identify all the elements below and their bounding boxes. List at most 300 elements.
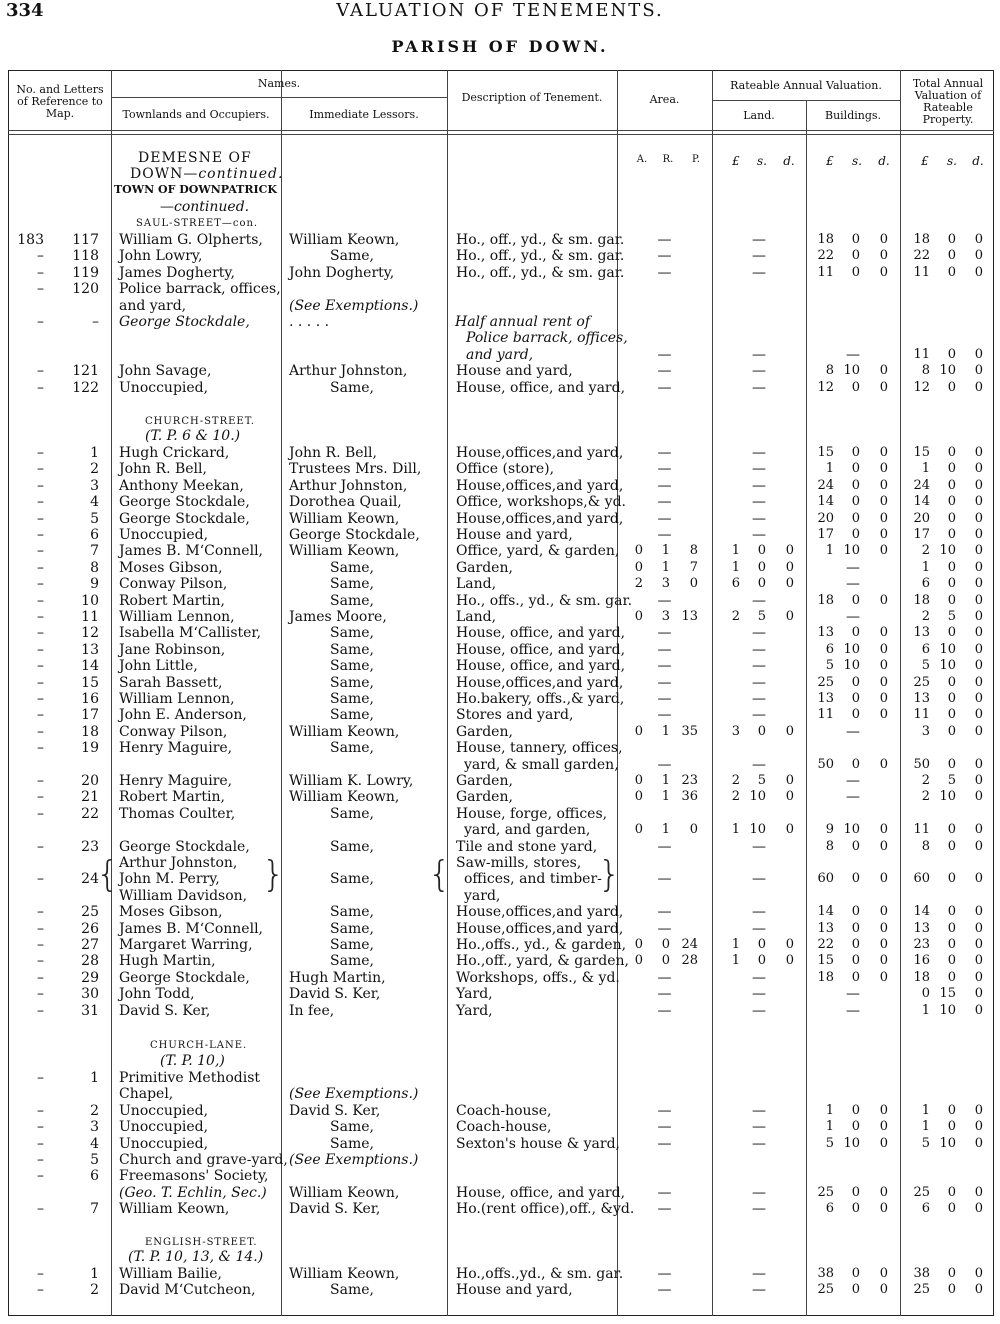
left-brace: { [428,854,451,895]
ref-number: – [37,789,44,806]
description: yard, [464,887,501,904]
area-value: 1 [661,559,670,575]
buildings-value: 0 [851,920,860,936]
total-value: 6 [921,1201,930,1217]
buildings-value: 0 [879,920,888,936]
total-value: 2 [921,609,930,624]
land-value: 0 [757,559,766,575]
header-land: Land. [743,109,775,122]
ref-letter: 31 [81,1002,99,1019]
area-value: 0 [634,773,643,788]
header-townlands: Townlands and Occupiers. [122,108,270,121]
area-value-dash: — [657,1266,672,1282]
ref-number: – [37,1168,44,1185]
total-value: 0 [974,789,983,805]
description: yard, and garden, [464,822,591,839]
occupier: Jane Robinson, [119,641,226,658]
ref-number: – [37,740,44,757]
area-value: 0 [634,937,643,952]
ref-number: – [37,986,44,1003]
buildings-value: 50 [817,756,834,772]
table-row [8,248,994,264]
occupier: Conway Pilson, [119,723,228,740]
total-value: 11 [913,264,930,280]
buildings-value: 8 [825,363,834,379]
description: Office, workshops,& yd. [456,494,626,511]
demesne-heading: DEMESNE OF [138,150,252,166]
table-row [8,773,994,789]
land-value: 5 [757,773,766,788]
area-value-dash: — [657,363,672,380]
total-value: 0 [974,494,983,510]
buildings-value: 18 [817,232,834,247]
buildings-value: 0 [879,510,888,526]
land-value: 0 [785,723,794,739]
total-value: 10 [939,1135,956,1151]
buildings-value: 0 [851,510,860,526]
total-value: 0 [947,707,956,723]
total-value: 0 [947,232,956,247]
land-value-dash: — [752,1282,766,1299]
total-value: 23 [913,937,930,952]
buildings-value: 0 [879,592,888,608]
land-value: 0 [785,773,794,788]
header-buildings: Buildings. [824,109,882,122]
buildings-value: 0 [851,904,860,920]
area-value: 0 [634,822,643,838]
land-value: 1 [731,543,740,559]
land-value-dash: — [752,625,766,642]
occupier: George Stockdale, [119,494,250,511]
ref-number: – [37,445,44,461]
unit-pounds: £ [732,154,740,168]
ref-letter: 11 [81,609,99,625]
table-row [8,314,994,330]
total-value: 8 [921,838,930,854]
ref-letter: 27 [81,937,99,953]
total-value: 50 [913,756,930,772]
unit-pence: d. [972,154,984,168]
land-value-dash: — [752,969,766,986]
buildings-value: 15 [817,953,834,969]
buildings-value: 10 [843,658,860,674]
lessor: Arthur Johnston, [289,363,408,380]
total-value: 0 [974,969,983,985]
occupier: George Stockdale, [119,314,250,330]
ref-number: – [37,1002,44,1019]
table-row [8,478,994,494]
ref-letter: 9 [90,576,99,593]
total-value: 25 [913,674,930,690]
table-row [8,347,994,363]
table-row [8,1103,994,1119]
total-value: 0 [974,264,983,280]
buildings-value-dash: — [846,1002,860,1019]
buildings-value: 10 [843,822,860,838]
table-row [8,675,994,691]
area-value: 1 [661,543,670,559]
area-value: 35 [681,723,698,739]
land-value-dash: — [752,674,766,691]
buildings-value: 0 [879,1119,888,1135]
land-value: 0 [785,543,794,559]
land-value: 0 [785,789,794,805]
lessor: Dorothea Quail, [289,494,402,511]
ref-number: – [37,363,44,380]
land-value: 1 [731,953,740,969]
land-value-dash: — [752,986,766,1003]
header-rule [8,130,994,131]
ref-number: – [37,625,44,642]
total-value: 0 [974,379,983,395]
occupier: Henry Maguire, [119,740,233,757]
land-value-dash: — [752,248,766,265]
description: Land, [456,576,497,593]
unit-pounds: £ [921,154,929,168]
total-value: 25 [913,1282,930,1298]
ref-number: – [37,1070,44,1086]
land-value-dash: — [752,1102,766,1119]
lessor: Arthur Johnston, [289,477,408,494]
ref-letter: 117 [72,232,99,248]
table-row [8,904,994,920]
total-value: 0 [974,641,983,657]
area-value-dash: — [657,838,672,855]
occupier: John Todd, [119,986,195,1003]
description: and yard, [466,346,534,363]
ref-number: – [37,920,44,937]
total-value: 0 [974,674,983,690]
buildings-value: 10 [843,1135,860,1151]
area-value-dash: — [657,756,672,773]
header-ref: No. and Letters of Reference to Map. [16,83,104,120]
area-value: 7 [689,559,698,575]
total-value: 3 [921,723,930,739]
total-value: 0 [974,773,983,788]
buildings-value: 0 [879,674,888,690]
land-value-dash: — [752,1119,766,1136]
ref-letter: 2 [90,461,99,478]
occupier: John Savage, [119,363,212,380]
occupier: William Keown, [119,1201,230,1218]
total-value: 10 [939,363,956,379]
buildings-value: 0 [851,248,860,264]
table-row [8,691,994,707]
area-value-dash: — [657,461,672,478]
table-row [8,1266,994,1282]
land-value-dash: — [752,920,766,937]
total-value: 22 [913,248,930,264]
unit-acres: A. [636,154,648,165]
buildings-value: 0 [879,756,888,772]
land-value-dash: — [752,1184,766,1201]
land-value-dash: — [752,1266,766,1282]
buildings-value-dash: — [846,723,860,740]
table-row [8,970,994,986]
description: Ho.(rent office),off., &yd. [456,1201,635,1218]
land-value-dash: — [752,592,766,609]
unit-pence: d. [878,154,890,168]
ref-number: – [37,953,44,970]
buildings-value-dash: — [846,789,860,806]
area-value-dash: — [657,1002,672,1019]
description: Yard, [456,1002,493,1019]
description: House, office, and yard, [456,625,626,642]
ref-number: – [37,871,44,888]
land-value-dash: — [752,232,766,248]
lessor: William Keown, [289,789,400,806]
buildings-value: 0 [851,969,860,985]
total-value: 0 [974,904,983,920]
total-value: 13 [913,625,930,641]
description: House,offices,and yard, [456,904,624,921]
lessor: Same, [330,904,374,921]
total-value: 0 [974,1201,983,1217]
total-value: 0 [947,379,956,395]
buildings-value: 10 [843,543,860,559]
buildings-value: 10 [843,363,860,379]
lessor: Same, [330,1135,374,1152]
occupier: George Stockdale, [119,969,250,986]
total-value: 0 [974,691,983,706]
total-value: 38 [913,1266,930,1281]
table-row [8,1119,994,1135]
total-value: 0 [974,576,983,592]
unit-shillings: s. [852,154,862,168]
occupier: Conway Pilson, [119,576,228,593]
table-row [8,461,994,477]
ref-letter: 3 [90,477,99,494]
table-row [8,1003,994,1019]
street-heading: CHURCH-LANE. [150,1040,248,1051]
ref-letter: 20 [81,773,99,789]
header-total: Total Annual Valuation of Rateable Property. [912,77,984,126]
buildings-value: 0 [879,1135,888,1151]
table-row [8,855,994,871]
total-value: 0 [947,674,956,690]
buildings-value: 0 [879,543,888,559]
land-value: 3 [731,723,740,739]
total-value: 1 [921,461,930,477]
ref-number: – [37,461,44,478]
buildings-value-dash: — [846,346,860,363]
description: House and yard, [456,1282,573,1299]
land-value: 0 [757,723,766,739]
area-value-dash: — [657,1201,672,1218]
table-row [8,740,994,756]
description: Stores and yard, [456,707,574,724]
occupier: Robert Martin, [119,592,225,609]
area-value-dash: — [657,346,672,363]
ref-number: – [37,576,44,593]
area-value: 28 [681,953,698,969]
total-value: 0 [974,461,983,477]
buildings-value: 0 [879,445,888,460]
lessor: Trustees Mrs. Dill, [289,461,422,478]
buildings-value: 9 [825,822,834,838]
area-value: 3 [661,576,670,592]
buildings-value: 8 [825,838,834,854]
ref-number: – [37,281,44,298]
town-heading: TOWN OF DOWNPATRICK [114,183,277,196]
land-value-dash: — [752,904,766,921]
buildings-value: 0 [851,707,860,723]
total-value: 1 [921,1002,930,1018]
description: House, office, and yard, [456,379,626,396]
total-value: 0 [974,1102,983,1118]
ref-letter: 4 [90,494,99,511]
occupier: George Stockdale, [119,838,250,855]
ref-letter: 16 [81,691,99,707]
land-value-dash: — [752,641,766,658]
buildings-value: 11 [817,707,834,723]
lessor: Same, [330,937,374,953]
table-row [8,543,994,559]
buildings-value: 0 [851,445,860,460]
lessor: (See Exemptions.) [289,297,419,314]
total-value: 0 [947,576,956,592]
lessor: John R. Bell, [289,445,377,461]
lessor: William Keown, [289,510,400,527]
total-value: 0 [974,232,983,247]
total-value: 11 [913,822,930,838]
ref-number: – [37,1119,44,1136]
area-value-dash: — [657,527,672,543]
lessor: Hugh Martin, [289,969,386,986]
lessor: Same, [330,707,374,724]
ref-number: – [37,1201,44,1218]
lessor: David S. Ker, [289,1102,381,1119]
ref-letter: 5 [90,510,99,527]
lessor: Same, [330,740,374,757]
table-row [8,642,994,658]
ref-number: 183 [17,232,44,248]
lessor: William K. Lowry, [289,773,414,789]
ref-letter: 28 [81,953,99,970]
total-value: 0 [947,756,956,772]
land-value-dash: — [752,838,766,855]
total-value: 0 [974,953,983,969]
table-row [8,1185,994,1201]
area-value: 0 [661,937,670,952]
buildings-value: 0 [879,461,888,477]
area-value: 23 [681,773,698,788]
area-value: 3 [661,609,670,624]
ref-letter: 118 [72,248,99,265]
buildings-value: 25 [817,1184,834,1200]
unit-shillings: s. [947,154,957,168]
table-row [8,888,994,904]
lessor: David S. Ker, [289,1201,381,1218]
total-value: 0 [947,527,956,542]
buildings-value: 0 [851,625,860,641]
lessor: Same, [330,641,374,658]
total-value: 0 [947,248,956,264]
total-value: 18 [913,592,930,608]
ref-number: – [37,1102,44,1119]
table-row [8,1136,994,1152]
buildings-value: 0 [851,756,860,772]
total-value: 0 [974,625,983,641]
total-value: 1 [921,1102,930,1118]
occupier: David S. Ker, [119,1002,211,1019]
ref-number: – [37,937,44,953]
description: Yard, [456,986,493,1003]
ref-letter: 15 [81,674,99,691]
area-value: 1 [661,773,670,788]
buildings-value: 0 [879,527,888,542]
description: Saw-mills, stores, [456,855,582,871]
total-value: 15 [913,445,930,460]
ref-letter: 12 [81,625,99,642]
total-value: 0 [974,477,983,493]
land-value-dash: — [752,363,766,380]
lessor: In fee, [289,1002,335,1019]
ref-letter: 13 [81,641,99,658]
lessor: William Keown, [289,543,400,560]
land-value: 10 [749,789,766,805]
ref-number: – [37,641,44,658]
ref-letter: 121 [72,363,99,380]
buildings-value: 60 [817,871,834,887]
total-value: 0 [974,1184,983,1200]
ref-letter: 120 [72,281,99,298]
buildings-value: 5 [825,1135,834,1151]
land-value: 10 [749,822,766,838]
area-value-dash: — [657,625,672,642]
total-value: 17 [913,527,930,542]
area-value-dash: — [657,658,672,675]
occupier: James B. M‘Connell, [119,543,263,560]
buildings-value: 18 [817,969,834,985]
unit-roods: R. [662,154,674,165]
total-value: 0 [947,264,956,280]
street-heading: SAUL-STREET—con. [136,218,259,229]
ref-number: – [37,1152,44,1168]
area-value: 0 [661,953,670,969]
land-value: 0 [785,822,794,838]
occupier: Anthony Meekan, [119,477,244,494]
table-row [8,707,994,723]
lessor: Same, [330,920,374,937]
ref-letter: 25 [81,904,99,921]
buildings-value: 20 [817,510,834,526]
total-value: 0 [974,510,983,526]
total-value: 0 [947,1201,956,1217]
total-value: 24 [913,477,930,493]
buildings-value: 0 [879,232,888,247]
ref-letter: 24 [81,871,99,888]
ref-letter: 10 [81,592,99,609]
total-value: 10 [939,543,956,559]
lessor: (See Exemptions.) [289,1086,419,1103]
lessor: John Dogherty, [289,264,395,281]
buildings-value: 38 [817,1266,834,1281]
description: House,offices,and yard, [456,445,624,461]
total-value: 8 [921,363,930,379]
total-value: 0 [947,871,956,887]
ref-letter: 2 [90,1102,99,1119]
buildings-value: 0 [879,838,888,854]
ref-letter: 30 [81,986,99,1003]
buildings-value: 12 [817,379,834,395]
occupier: Moses Gibson, [119,559,223,576]
ref-letter: 6 [90,527,99,543]
area-value: 0 [634,559,643,575]
buildings-value: 18 [817,592,834,608]
ref-number: – [37,510,44,527]
land-value: 0 [785,576,794,592]
